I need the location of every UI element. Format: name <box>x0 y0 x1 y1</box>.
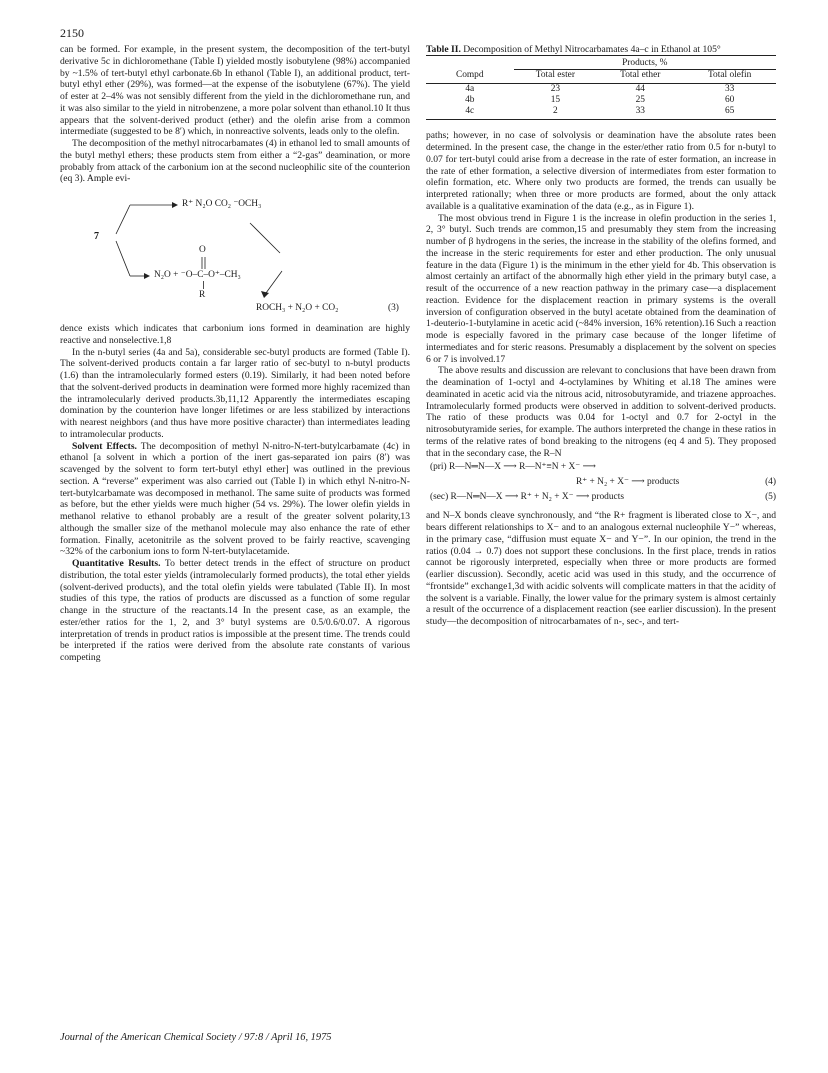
data-table <box>426 55 776 120</box>
table-row <box>426 84 776 96</box>
run-in-heading: Solvent Effects. <box>72 440 137 452</box>
table-cell: 23 <box>550 84 561 95</box>
table-header-blank <box>426 56 514 71</box>
table-cell: 2 <box>514 106 598 120</box>
table-column-header: Compd <box>426 70 514 84</box>
paragraph: dence exists which indicates that carbonium ions formed in deamination are highly reactive and nonselective.1,8 <box>60 323 410 346</box>
table-group-header-text: Products, % <box>514 58 777 70</box>
paragraph: can be formed. For example, in the present system, the decomposition of the tert-butyl derivative 5c in dichloromethane (Table I) yielded mostly isobutylene (98%) accompanied by ~1.5% of tert-butyl ethyl carbonate.6b In ethanol (Table I), an additional product, tert-butyl ethyl ether (29%), was formed—at the expense of the isobutylene (67%). The yield of ester at 2–4% was not sensibly different from the yield in the dichloromethane run, and it was also similar to the yield in nitrobenzene, a more polar solvent than ethanol.10 It thus appears that the solvent-derived product (ether) and the olefin arise from a common intermediate (suggested to be 8′) which, in nonreactive solvents, leads only to the olefin. <box>60 44 410 138</box>
table-row <box>426 106 776 120</box>
page-number: 2150 <box>60 26 84 40</box>
left-column <box>60 44 410 664</box>
table-cell: 4c <box>426 106 514 120</box>
run-in-heading: Quantitative Results. <box>72 558 161 569</box>
scheme-final-product: ROCH₃ + N₂O + CO₂ <box>256 303 339 313</box>
table-cell: 15 <box>550 95 561 106</box>
equation-text: (pri) R—N═N—X ⟶ R—N⁺≡N + X⁻ ⟶ <box>430 462 596 473</box>
reaction-scheme-eq3 <box>60 191 410 315</box>
right-column <box>426 44 776 628</box>
scheme-carbonyl-o: O <box>199 245 206 255</box>
table-cell: 33 <box>724 84 735 95</box>
equation-text: R⁺ + N₂ + X⁻ ⟶ products <box>576 477 680 488</box>
table-cell: 60 <box>724 95 735 106</box>
paragraph-text: The decomposition of methyl N-nitro-N-tert-butylcarbamate (4c) in ethanol [a solvent in which a portion of the inert gas-separated ion pairs (8′) was scavenged by the solvent to form tert-butyl ethyl ether] was outlined in the previous section. A “reverse” experiment was also carried out (Table I) in which ethyl N-nitro-N-tert-butylcarbamate was decomposed in methanol. The same suite of products was formed as before, but the ether yields were much higher (54 vs. 29%). The lower olefin yields in methanol relative to ethanol probably are a result of the greater solvent polarity,13 although the smaller size of the methanol molecule may also enhance the rate of ether formation. Finally, acetonitrile as the solvent proved to be fairly reactive, scavenging ~32% of the carbonium ions to form N-tert-butylacetamide. <box>60 440 411 558</box>
scheme-reactant-label: 7 <box>94 231 99 242</box>
table-caption-text: Decomposition of Methyl Nitrocarbamates 4a–c in Ethanol at 105° <box>463 44 721 55</box>
table-group-header <box>514 56 777 71</box>
equation-number: (4) <box>765 477 776 488</box>
paragraph-quantitative-results <box>60 558 410 664</box>
table-column-header: Total ether <box>597 70 683 84</box>
paragraph-text: To better detect trends in the effect of structure on product distribution, the total ester yields (intramolecularly formed products), the total ether yields (solvent-derived products), and the total olefin yields were tabulated (Table II). In most studies of this type, the ratios of products are discussed as a function of some regular change in the structure of the reactants.14 In the present case, as an example, the ester/ether ratios for the 1, 2, and 3° butyl systems are 0.5/0.6/0.07. A rigorous interpretation of trends in product ratios is impossible at the present time. The trends could be interpreted if the ratios were derived from the absolute rate constants of various competing <box>60 558 410 663</box>
paragraph-solvent-effects <box>60 441 410 559</box>
scheme-top-product: R⁺ N₂O CO₂ ⁻OCH₃ <box>182 199 262 209</box>
table-column-header: Total ester <box>514 70 598 84</box>
table-cell: 4a <box>465 84 475 95</box>
table-row <box>426 95 776 106</box>
equation-4-line-2 <box>426 477 776 489</box>
paragraph: The decomposition of the methyl nitrocarbamates (4) in ethanol led to small amounts of the butyl methyl ethers; these products stem from either a “2-gas” deamination, or more probably from attack of the carbonium ion at the second nucleophilic site of the counterion (eq 3). Ample evi- <box>60 138 410 185</box>
equation-4-line-1 <box>426 462 776 474</box>
scheme-substituent-r: R <box>199 290 206 300</box>
table-cell: 44 <box>635 84 645 95</box>
paragraph: The most obvious trend in Figure 1 is the increase in olefin production in the series 1, 2, 3° butyl. Such trends are common,15 and presumably they stem from the increasing number of β hydrogens in the series, the increase in the stability of the olefins formed, and the increase in the steric requirements for ester and ether production. The only unusual feature in the data (Figure 1) is the minimum in the ether yield for 4b. This observation is almost certainly an artifact of the abnormally high ether yield in the primary butyl case, a result of the occurrence of a new reaction pathway in the primary case—a displacement reaction. Evidence for the displacement reaction in primary systems is the overall inversion of configuration observed in the butyl acetate obtained from the deamination of 1-deuterio-1-butylamine in acetic acid (~84% inversion, 16% retention).16 Such a reaction mode is especially favored in the primary case because of the longer lifetime of intermediates and for steric reasons. Presumably a displacement by the solvent on species 6 or 7 is involved.17 <box>426 212 776 365</box>
scheme-bottom-product: N₂O + ⁻O–C–O⁺–CH₃ <box>154 270 241 280</box>
table-cell: 33 <box>597 106 683 120</box>
journal-footer: Journal of the American Chemical Society / 97:8 / April 16, 1975 <box>60 1032 332 1043</box>
paragraph: In the n-butyl series (4a and 5a), considerable sec-butyl products are formed (Table I). The solvent-derived products contain a far larger ratio of sec-butyl to n-butyl products (1.6) than the intramolecularly formed esters (0.19). Similarly, it had been noted before that the solvent-derived products in deamination were formed more highly racemized than the intramolecularly derived products.3b,11,12 Apparently the intermediates escaping domination by the counterion have longer lifetimes or are less stabilized by interactions with nearest neighbors (and thus have more positive character) than intermediates leading to intramolecular products. <box>60 346 410 440</box>
table-column-header: Total olefin <box>683 70 776 84</box>
table-cell: 25 <box>635 95 645 106</box>
equation-text: (sec) R—N═N—X ⟶ R⁺ + N₂ + X⁻ ⟶ products <box>430 492 624 503</box>
table-cell: 4b <box>465 95 475 106</box>
equation-number: (3) <box>388 303 399 313</box>
table-caption <box>426 44 776 55</box>
paragraph: and N–X bonds cleave synchronously, and “the R+ fragment is liberated close to X−, and bears different relationships to X− and to an analogous external nucleophile Y−” whereas, in the primary case, “diffusion must equate X− and Y−”. In our opinion, the trend in the ratios (0.04 → 0.7) does not support these conclusions. In the first place, trends in ratios cannot be rigorously interpreted, especially when three or more products are formed (earlier discussion). Secondly, acetic acid was used in this study, and the occurrence of “frontside” exchange1,3d with acidic solvents will complicate matters in that the acidity of the solvent is a variable. Finally, the lower value for the primary system is almost certainly a result of the occurrence of a displacement reaction (see earlier discussion). In the present study—the decomposition of nitrocarbamates of n-, sec-, and tert- <box>426 510 776 628</box>
table-label: Table II. <box>426 44 461 55</box>
paragraph: paths; however, in no case of solvolysis or deamination have the absolute rates been determined. In the present case, the change in the ester/ether ratio from 0.5 for n-butyl to 0.07 for tert-butyl could arise from a decrease in the rate of ester formation, an increase in the rate of ether formation, a selective diversion of intermediates from ester formation to olefin formation, etc. Where only two products are formed, the trends can usually be interpreted rationally; when three or more products are formed, about the only attack available is a qualitative examination of the data (e.g., as in Figure 1). <box>426 130 776 212</box>
table-cell: 65 <box>683 106 776 120</box>
paragraph: The above results and discussion are relevant to conclusions that have been drawn from the deamination of 1-octyl and 4-octylamines by Whiting et al.18 The amines were deaminated in acetic acid via the nitrous acid, nitrosobutyramide, and triazene approaches. Intramolecularly formed products were observed in addition to solvent-derived products. The ratio of these products was 0.04 for 1-octyl and 0.7 for 2-octyl in the nitrosobutyramide series, for example. The authors interpreted the change in these ratios in terms of the relative rates of bond breaking to the nitrogens (eq 4 and 5). They proposed that in the secondary case, the R–N <box>426 365 776 459</box>
equation-5 <box>426 492 776 504</box>
equation-number: (5) <box>765 492 776 503</box>
